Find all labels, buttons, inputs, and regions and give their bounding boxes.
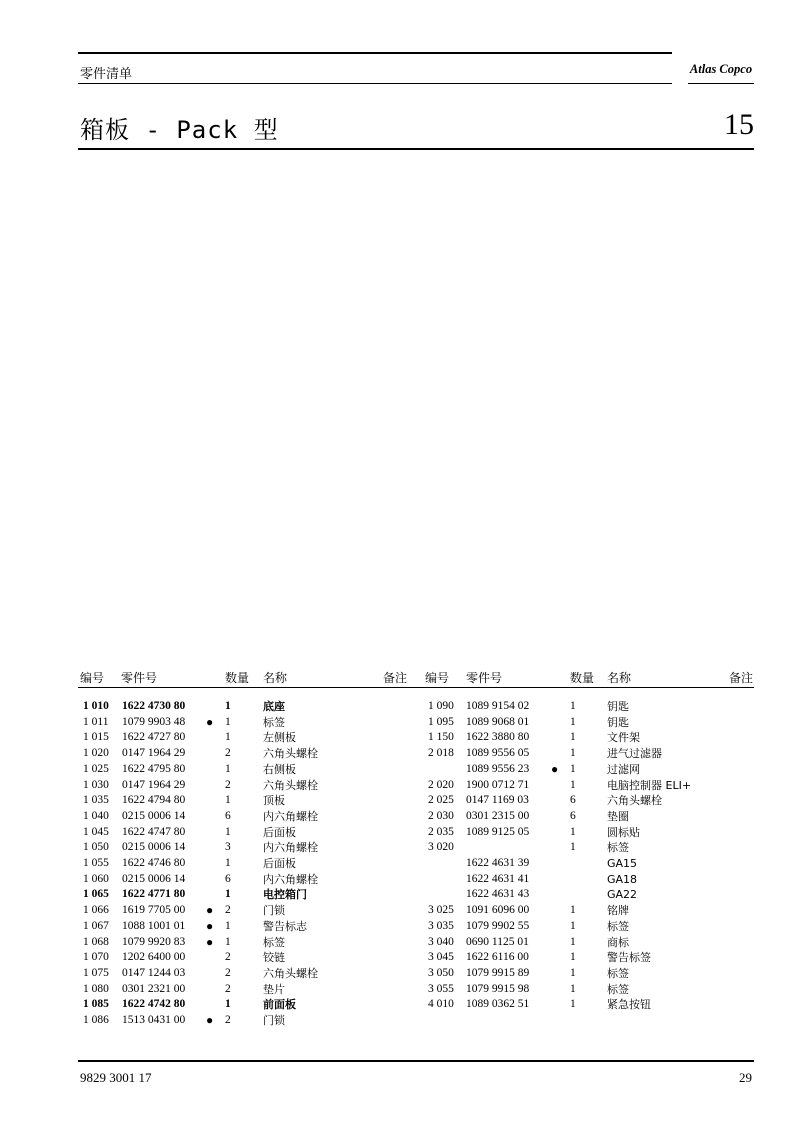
part-number: 1079 9902 55	[466, 919, 530, 932]
table-row	[0, 730, 800, 745]
footer-rule	[78, 1060, 754, 1062]
part-quantity: 1	[225, 825, 231, 838]
page-number: 29	[739, 1070, 752, 1085]
document-code: 9829 3001 17	[80, 1070, 152, 1085]
part-quantity: 1	[570, 778, 576, 791]
part-quantity: 1	[570, 951, 576, 964]
part-quantity: 1	[570, 904, 576, 917]
part-ref-number: 1 035	[83, 794, 109, 807]
part-ref-number: 4 010	[428, 998, 454, 1011]
col-header-name: 名称	[263, 671, 288, 685]
table-row	[0, 872, 800, 887]
header-mid-rule	[78, 83, 672, 84]
part-quantity: 1	[570, 700, 576, 712]
table-row	[0, 715, 800, 730]
part-ref-number: 1 020	[83, 747, 109, 760]
part-quantity: 1	[570, 966, 576, 979]
part-number: 1622 4747 80	[122, 825, 186, 838]
column-header-rule	[78, 687, 754, 688]
part-quantity: 1	[570, 762, 576, 775]
part-number: 1622 4742 80	[122, 998, 186, 1011]
part-number: 1622 4727 80	[122, 731, 186, 744]
part-name: 左侧板	[263, 731, 296, 745]
table-row	[0, 856, 800, 871]
part-ref-number: 2 018	[428, 747, 454, 760]
part-number: 1619 7705 00	[122, 904, 186, 917]
part-ref-number: 2 030	[428, 809, 454, 822]
part-number: 1089 9125 05	[466, 825, 530, 838]
part-ref-number: 1 075	[83, 966, 109, 979]
part-name: 前面板	[263, 998, 296, 1012]
table-row	[0, 1013, 800, 1028]
part-name: 铭牌	[607, 904, 629, 918]
part-ref-number: 1 011	[83, 715, 109, 728]
part-quantity: 1	[225, 919, 231, 932]
part-number: 1622 4730 80	[122, 700, 186, 712]
part-name: GA18	[607, 872, 638, 886]
part-number: 0301 2315 00	[466, 809, 530, 822]
part-name: 后面板	[263, 825, 296, 839]
part-ref-number: 3 045	[428, 951, 454, 964]
bullet-icon: ●	[206, 934, 214, 949]
table-row	[0, 887, 800, 902]
part-quantity: 1	[225, 857, 231, 869]
part-quantity: 2	[225, 778, 231, 791]
part-number: 1079 9920 83	[122, 935, 186, 948]
part-quantity: 2	[225, 982, 231, 995]
part-quantity: 1	[570, 998, 576, 1011]
col-header-part-no: 零件号	[121, 671, 158, 685]
part-ref-number: 1 150	[428, 731, 454, 744]
part-name: 标签	[263, 715, 285, 729]
part-ref-number: 1 095	[428, 715, 454, 728]
part-quantity: 1	[570, 715, 576, 728]
table-row	[0, 997, 800, 1012]
table-row	[0, 746, 800, 761]
part-name: 六角头螺栓	[607, 794, 662, 808]
col-header-name-right: 名称	[607, 671, 632, 685]
part-ref-number: 1 030	[83, 778, 109, 791]
part-number: 1622 3880 80	[466, 731, 530, 744]
part-number: 1079 9903 48	[122, 715, 186, 728]
part-quantity: 1	[570, 982, 576, 995]
part-quantity: 2	[225, 1014, 231, 1026]
part-quantity: 1	[570, 731, 576, 744]
brand-logo	[688, 58, 754, 78]
table-row	[0, 699, 800, 714]
part-quantity: 2	[225, 747, 231, 760]
part-name: 进气过滤器	[607, 747, 662, 761]
part-number: 1202 6400 00	[122, 951, 186, 964]
bullet-icon: ●	[206, 903, 214, 918]
part-name: 钥匙	[607, 700, 629, 713]
part-number: 1079 9915 89	[466, 966, 530, 979]
brand-logo-text: Atlas Copco	[689, 62, 753, 76]
part-name: 标签	[607, 982, 629, 996]
part-quantity: 1	[225, 794, 231, 807]
part-ref-number: 3 040	[428, 935, 454, 948]
part-number: 0147 1964 29	[122, 778, 186, 791]
part-ref-number: 3 050	[428, 966, 454, 979]
part-number: 0147 1964 29	[122, 747, 186, 760]
part-name: GA22	[607, 888, 638, 902]
page-title: 箱板 - Pack 型	[80, 116, 279, 144]
part-name: 电脑控制器 ELI+	[607, 778, 692, 792]
part-number: 1622 4746 80	[122, 857, 186, 869]
part-name: 标签	[607, 841, 629, 855]
part-quantity: 1	[225, 700, 231, 712]
part-ref-number: 3 055	[428, 982, 454, 995]
bullet-icon: ●	[206, 1013, 214, 1027]
part-number: 0690 1125 01	[466, 935, 529, 948]
col-header-qty-right: 数量	[570, 671, 595, 685]
part-number: 0301 2321 00	[122, 982, 186, 995]
part-number: 0147 1244 03	[122, 966, 186, 979]
part-quantity: 3	[225, 841, 231, 854]
part-quantity: 1	[225, 935, 231, 948]
part-quantity: 1	[570, 841, 576, 854]
part-name: 警告标志	[263, 919, 307, 933]
part-ref-number: 1 066	[83, 904, 109, 917]
part-number: 1089 9556 05	[466, 747, 530, 760]
part-name: 铰链	[263, 951, 285, 965]
col-header-ref-right: 编号	[425, 671, 450, 685]
part-ref-number: 3 025	[428, 904, 454, 917]
part-quantity: 1	[225, 998, 231, 1011]
part-name: 内六角螺栓	[263, 872, 318, 886]
part-number: 0215 0006 14	[122, 841, 186, 854]
title-rule	[78, 148, 754, 150]
part-name: 商标	[607, 935, 629, 949]
part-quantity: 1	[225, 731, 231, 744]
part-name: 门锁	[263, 904, 285, 918]
part-ref-number: 1 010	[83, 700, 109, 712]
part-ref-number: 3 020	[428, 841, 454, 854]
part-ref-number: 1 090	[428, 700, 454, 712]
table-row	[0, 762, 800, 777]
part-ref-number: 1 045	[83, 825, 109, 838]
part-ref-number: 1 060	[83, 872, 109, 885]
part-number: 1622 4631 39	[466, 857, 530, 869]
part-name: 文件架	[607, 731, 640, 745]
part-quantity: 6	[570, 794, 576, 807]
page-badge: 15	[724, 108, 754, 141]
part-quantity: 1	[570, 935, 576, 948]
table-row	[0, 903, 800, 918]
table-row	[0, 919, 800, 934]
table-row	[0, 778, 800, 793]
part-name: 底座	[263, 700, 285, 713]
part-quantity: 2	[225, 966, 231, 979]
part-name: 电控箱门	[263, 888, 307, 902]
part-name: 圆标贴	[607, 825, 640, 839]
part-name: 垫片	[263, 982, 285, 996]
part-ref-number: 1 025	[83, 762, 109, 775]
part-number: 0147 1169 03	[466, 794, 529, 807]
bullet-icon: ●	[206, 714, 214, 729]
part-quantity: 1	[225, 888, 231, 901]
part-quantity: 2	[225, 904, 231, 917]
table-row	[0, 825, 800, 840]
part-quantity: 1	[225, 762, 231, 775]
part-number: 0215 0006 14	[122, 872, 186, 885]
part-name: 标签	[263, 935, 285, 949]
part-number: 1089 0362 51	[466, 998, 530, 1011]
part-number: 1622 4771 80	[122, 888, 186, 901]
part-ref-number: 2 020	[428, 778, 454, 791]
part-name: 内六角螺栓	[263, 841, 318, 855]
part-quantity: 6	[225, 809, 231, 822]
header-top-rule	[78, 52, 672, 54]
part-ref-number: 1 085	[83, 998, 109, 1011]
part-quantity: 1	[570, 919, 576, 932]
col-header-remarks-right: 备注	[729, 671, 754, 685]
part-name: 过滤网	[607, 762, 640, 776]
part-number: 1622 6116 00	[466, 951, 529, 964]
part-number: 1089 9556 23	[466, 762, 530, 775]
part-ref-number: 1 015	[83, 731, 109, 744]
part-number: 1622 4631 41	[466, 872, 530, 885]
col-header-qty: 数量	[225, 671, 250, 685]
part-quantity: 1	[225, 715, 231, 728]
part-name: 内六角螺栓	[263, 809, 318, 823]
part-name: 警告标签	[607, 951, 651, 965]
part-ref-number: 1 068	[83, 935, 109, 948]
part-name: 钥匙	[607, 715, 629, 729]
bullet-icon: ●	[206, 918, 214, 933]
part-number: 1622 4631 43	[466, 888, 530, 901]
part-quantity: 2	[225, 951, 231, 964]
part-ref-number: 1 050	[83, 841, 109, 854]
part-ref-number: 1 055	[83, 857, 109, 869]
part-name: 六角头螺栓	[263, 778, 318, 792]
part-ref-number: 1 086	[83, 1014, 109, 1026]
part-name: 六角头螺栓	[263, 966, 318, 980]
bullet-icon: ●	[551, 761, 559, 776]
part-number: 0215 0006 14	[122, 809, 186, 822]
part-number: 1089 9068 01	[466, 715, 530, 728]
part-name: GA15	[607, 857, 638, 870]
part-name: 门锁	[263, 1014, 285, 1027]
part-ref-number: 1 065	[83, 888, 109, 901]
part-name: 标签	[607, 966, 629, 980]
part-number: 1089 9154 02	[466, 700, 530, 712]
part-quantity: 1	[570, 747, 576, 760]
logo-underline	[688, 83, 754, 84]
part-name: 后面板	[263, 857, 296, 870]
part-quantity: 1	[570, 825, 576, 838]
table-row	[0, 950, 800, 965]
part-number: 1900 0712 71	[466, 778, 530, 791]
table-row	[0, 793, 800, 808]
part-number: 1079 9915 98	[466, 982, 530, 995]
part-number: 1622 4794 80	[122, 794, 186, 807]
part-ref-number: 2 035	[428, 825, 454, 838]
part-name: 垫圈	[607, 809, 629, 823]
section-label: 零件清单	[80, 67, 133, 82]
table-row	[0, 982, 800, 997]
part-ref-number: 1 070	[83, 951, 109, 964]
part-name: 顶板	[263, 794, 285, 808]
part-ref-number: 3 035	[428, 919, 454, 932]
part-name: 右侧板	[263, 762, 296, 776]
col-header-part-no-right: 零件号	[466, 671, 503, 685]
part-name: 六角头螺栓	[263, 747, 318, 761]
part-number: 1091 6096 00	[466, 904, 530, 917]
table-row	[0, 935, 800, 950]
part-ref-number: 1 080	[83, 982, 109, 995]
part-ref-number: 2 025	[428, 794, 454, 807]
part-name: 紧急按钮	[607, 998, 651, 1012]
part-quantity: 6	[225, 872, 231, 885]
table-row	[0, 840, 800, 855]
part-number: 1622 4795 80	[122, 762, 186, 775]
part-name: 标签	[607, 919, 629, 933]
part-ref-number: 1 067	[83, 919, 109, 932]
part-ref-number: 1 040	[83, 809, 109, 822]
part-quantity: 6	[570, 809, 576, 822]
part-number: 1513 0431 00	[122, 1014, 186, 1026]
col-header-ref: 编号	[80, 671, 105, 685]
part-number: 1088 1001 01	[122, 919, 186, 932]
table-row	[0, 966, 800, 981]
col-header-remarks: 备注	[383, 671, 408, 685]
table-row	[0, 809, 800, 824]
